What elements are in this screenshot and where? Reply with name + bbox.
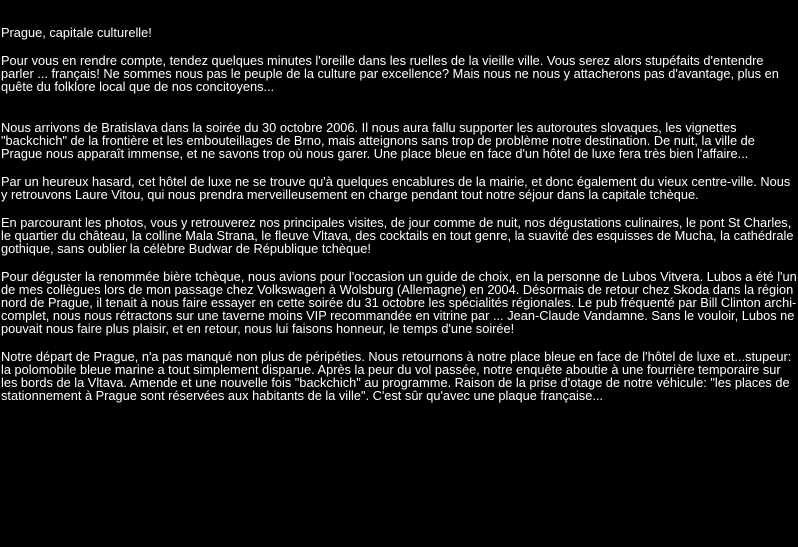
article-title: Prague, capitale culturelle! <box>1 25 152 40</box>
paragraph-beer: Pour déguster la renommée bière tchèque, nous avions pour l'occasion un guide de choix, en la personne de Lubos Vitvera. Lubos a été l'un de mes collègues lors de mon passage chez Volkswagen à Wolsburg (Allemagne) en 2004. Désormais de retour chez Skoda dans la région nord de Prague, il tenait à nous faire essayer en cette soirée du 31 octobre les spécialités régionales. Le pub fréquenté par Bill Clinton archi-complet, nous nous rétractons sur une taverne moins VIP recommandée en vitrine par ... Jean-Claude Vandamne. Sans le vouloir, Lubos ne pouvait nous faire plus plaisir, et en retour, nous lui faisons honneur, le temps d'une soirée! <box>1 269 797 336</box>
paragraph-departure: Notre départ de Prague, n'a pas manqué non plus de péripéties. Nous retournons à notre place bleue en face de l'hôtel de luxe et...stupeur: la polomobile bleue marine a tout simplement disparue. Après la peur du vol passée, notre enquête aboutie à une fourrière temporaire sur les bords de la Vltava. Amende et une nouvelle fois "backchich" au programme. Raison de la prise d'otage de notre véhicule: "les places de stationnement à Prague sont réservées aux habitants de la ville". C'est sûr qu'avec une plaque française... <box>1 349 792 403</box>
paragraph-arrival: Nous arrivons de Bratislava dans la soirée du 30 octobre 2006. Il nous aura fallu supporter les autoroutes slovaques, les vignettes "backchich" de la frontière et les embouteillages de Brno, mais atteignons sans trop de problème notre destination. De nuit, la ville de Prague nous apparaît immense, et ne savons trop où nous garer. Une place bleue en face d'un hôtel de luxe fera très bien l'affaire... <box>1 120 755 161</box>
paragraph-photos: En parcourant les photos, vous y retrouverez nos principales visites, de jour comme de nuit, nos dégustations culinaires, le pont St Charles, le quartier du château, la colline Mala Strana, le fleuve Vltava, des cocktails en tout genre, la suavité des esquisses de Mucha, la cathédrale gothique, sans oublier la célèbre Budwar de République tchèque! <box>1 215 794 256</box>
paragraph-hotel: Par un heureux hasard, cet hôtel de luxe ne se trouve qu'à quelques encablures de la mairie, et donc également du vieux centre-ville. Nous y retrouvons Laure Vitou, qui nous prendra merveilleusement en charge pendant tout notre séjour dans la capitale tchèque. <box>1 174 791 202</box>
article-page <box>0 26 798 547</box>
paragraph-intro: Pour vous en rendre compte, tendez quelques minutes l'oreille dans les ruelles de la vieille ville. Vous serez alors stupéfaits d'entendre parler ... français! Ne sommes nous pas le peuple de la culture par excellence? Mais nous ne nous y attacherons pas d'avantage, plus en quête du folklore local que de nos concitoyens... <box>1 53 779 94</box>
